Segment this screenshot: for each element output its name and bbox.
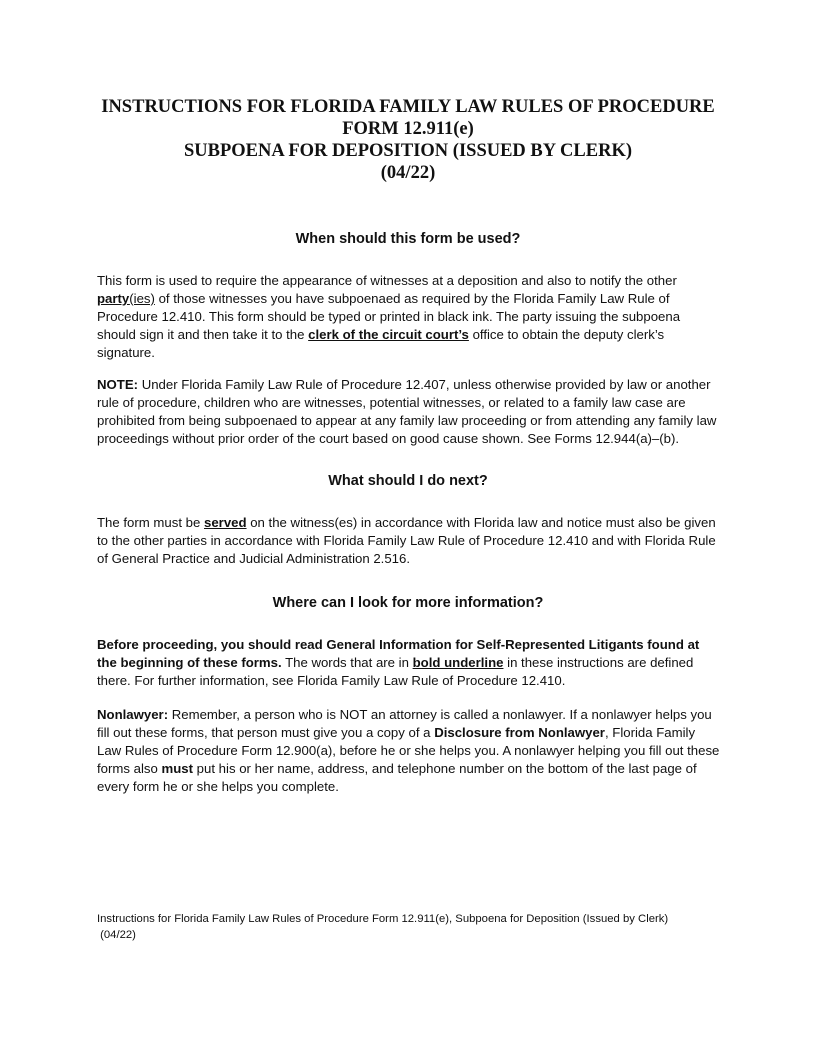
term-clerk: clerk of the circuit court’s bbox=[308, 327, 469, 342]
text-run: office to obtain the deputy clerk’s signature. bbox=[97, 327, 665, 360]
text-run: The words that are in bbox=[281, 655, 413, 670]
term-party-suffix: (ies) bbox=[129, 291, 155, 306]
term-served: served bbox=[204, 515, 247, 530]
text-run: of those witnesses you have subpoenaed as required by the Florida Family Law Rule of Procedure 12.410. This form should be typed or printed in black ink. The party issuing the subpoena should sign it and then take it to the bbox=[97, 291, 681, 342]
term-party: party bbox=[97, 291, 130, 306]
before-proceeding-text: Before proceeding, you should read General Information for Self-Represented Litigants found at the beginning of these forms. bbox=[97, 637, 700, 670]
term-must: must bbox=[161, 761, 194, 776]
note-label: NOTE: bbox=[97, 377, 139, 392]
heading-more-info: Where can I look for more information? bbox=[272, 595, 544, 611]
title-line-3: SUBPOENA FOR DEPOSITION (ISSUED BY CLERK) bbox=[183, 141, 633, 161]
note-text: Under Florida Family Law Rule of Procedure 12.407, unless otherwise provided by law or another rule of procedure, children who are witnesses, potential witnesses, or related to a family law case are prohibited from being subpoenaed to appear at any family law proceeding or from attending any family law proceedings without prior order of the court based on good cause shown. See Forms 12.944(a)–(b). bbox=[97, 377, 717, 446]
text-run: This form is used to require the appearance of witnesses at a deposition and also to notify the other bbox=[97, 273, 677, 288]
title-line-4: (04/22) bbox=[380, 163, 436, 183]
page-footer bbox=[97, 911, 737, 943]
nonlawyer-paragraph bbox=[97, 706, 721, 796]
text-run: in these instructions are defined there. For further information, see Florida Family Law Rule of Procedure 12.410. bbox=[97, 655, 694, 688]
page-title bbox=[0, 96, 816, 184]
term-disclosure: Disclosure from Nonlawyer bbox=[434, 725, 605, 740]
nonlawyer-label: Nonlawyer: bbox=[97, 707, 169, 722]
more-info-paragraph bbox=[97, 636, 721, 690]
text-run: Remember, a person who is NOT an attorney is called a nonlawyer. If a nonlawyer helps you fill out these forms, that person must give you a copy of a bbox=[97, 707, 712, 740]
footer-line-2: (04/22) bbox=[97, 929, 136, 941]
text-run: put his or her name, address, and telephone number on the bottom of the last page of every form he or she helps you complete. bbox=[97, 761, 697, 794]
text-run: The form must be bbox=[97, 515, 205, 530]
next-paragraph bbox=[97, 514, 721, 568]
footer-line-1: Instructions for Florida Family Law Rules of Procedure Form 12.911(e), Subpoena for Deposition (Issued by Clerk) bbox=[97, 913, 669, 925]
title-line-1: INSTRUCTIONS FOR FLORIDA FAMILY LAW RULES OF PROCEDURE bbox=[101, 97, 715, 117]
heading-when-used: When should this form be used? bbox=[295, 231, 521, 247]
term-bold-underline: bold underline bbox=[412, 655, 504, 670]
text-run: on the witness(es) in accordance with Florida law and notice must also be given to the other parties in accordance with Florida Family Law Rule of Procedure 12.410 and with Florida Rule of General Practice and Judicial Administration 2.516. bbox=[97, 515, 716, 566]
heading-next: What should I do next? bbox=[328, 473, 488, 489]
text-run: , Florida Family Law Rules of Procedure Form 12.900(a), before he or she helps you. A nonlawyer helping you fill out these forms also bbox=[97, 725, 720, 776]
note-paragraph bbox=[97, 376, 721, 448]
title-line-2: FORM 12.911(e) bbox=[342, 119, 474, 139]
when-used-paragraph bbox=[97, 272, 721, 362]
